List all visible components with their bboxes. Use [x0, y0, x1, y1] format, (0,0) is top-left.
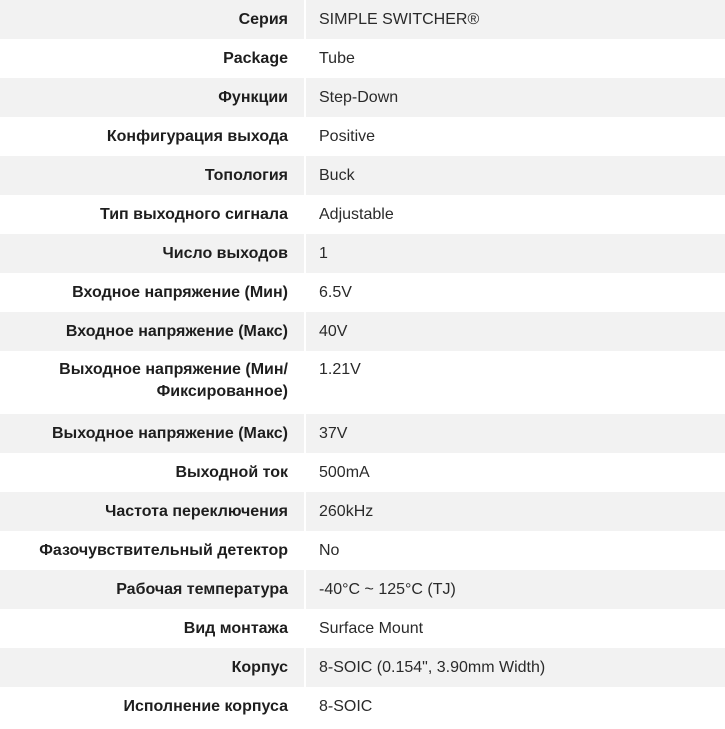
- table-row: [0, 0, 725, 39]
- spec-label-output-config: Конфигурация выхода: [0, 117, 305, 156]
- spec-value-phase-detector: No: [319, 541, 340, 559]
- spec-label-vin-max: Входное напряжение (Макс): [0, 312, 305, 351]
- table-row: [0, 453, 725, 492]
- spec-value-output-count: 1: [319, 244, 328, 262]
- spec-label-case: Корпус: [0, 648, 305, 687]
- table-row: [0, 312, 725, 351]
- spec-label-topology: Топология: [0, 156, 305, 195]
- table-row: [0, 609, 725, 648]
- spec-value-operating-temp: -40°C ~ 125°C (TJ): [319, 580, 456, 598]
- spec-value-output-config: Positive: [319, 127, 376, 145]
- table-row: [0, 117, 725, 156]
- spec-label-vout-min: Выходное напряжение (Мин/ Фиксированное): [0, 351, 305, 414]
- table-row: [0, 195, 725, 234]
- table-row: [0, 648, 725, 687]
- spec-label-mounting-type: Вид монтажа: [0, 609, 305, 648]
- spec-value-topology: Buck: [319, 166, 355, 184]
- spec-label-package: Package: [0, 39, 305, 78]
- spec-value-package: Tube: [319, 49, 355, 67]
- spec-label-vin-min: Входное напряжение (Мин): [0, 273, 305, 312]
- spec-value-vin-min: 6.5V: [319, 283, 352, 301]
- spec-value-vout-min: 1.21V: [319, 361, 361, 378]
- spec-value-case-version: 8-SOIC: [319, 697, 373, 715]
- spec-value-functions: Step-Down: [319, 88, 399, 106]
- table-row: [0, 234, 725, 273]
- spec-label-output-count: Число выходов: [0, 234, 305, 273]
- spec-label-series: Серия: [0, 0, 305, 39]
- spec-value-output-current: 500mA: [319, 463, 370, 481]
- spec-label-switching-frequency: Частота переключения: [0, 492, 305, 531]
- table-row: [0, 492, 725, 531]
- spec-value-series: SIMPLE SWITCHER®: [319, 10, 480, 28]
- spec-value-switching-frequency: 260kHz: [319, 502, 374, 520]
- spec-label-vout-max: Выходное напряжение (Макс): [0, 414, 305, 453]
- spec-value-vin-max: 40V: [319, 322, 348, 340]
- spec-value-mounting-type: Surface Mount: [319, 619, 424, 637]
- table-row: [0, 78, 725, 117]
- spec-label-operating-temp: Рабочая температура: [0, 570, 305, 609]
- table-row: [0, 687, 725, 726]
- table-row: [0, 273, 725, 312]
- table-row: [0, 414, 725, 453]
- spec-label-output-current: Выходной ток: [0, 453, 305, 492]
- table-row: [0, 570, 725, 609]
- spec-label-case-version: Исполнение корпуса: [0, 687, 305, 726]
- table-row: [0, 531, 725, 570]
- spec-value-vout-max: 37V: [319, 424, 348, 442]
- table-row: [0, 351, 725, 414]
- spec-value-case: 8-SOIC (0.154", 3.90mm Width): [319, 658, 546, 676]
- spec-label-output-type: Тип выходного сигнала: [0, 195, 305, 234]
- table-row: [0, 39, 725, 78]
- spec-label-phase-detector: Фазочувствительный детектор: [0, 531, 305, 570]
- spec-value-output-type: Adjustable: [319, 205, 394, 223]
- table-row: [0, 156, 725, 195]
- spec-label-functions: Функции: [0, 78, 305, 117]
